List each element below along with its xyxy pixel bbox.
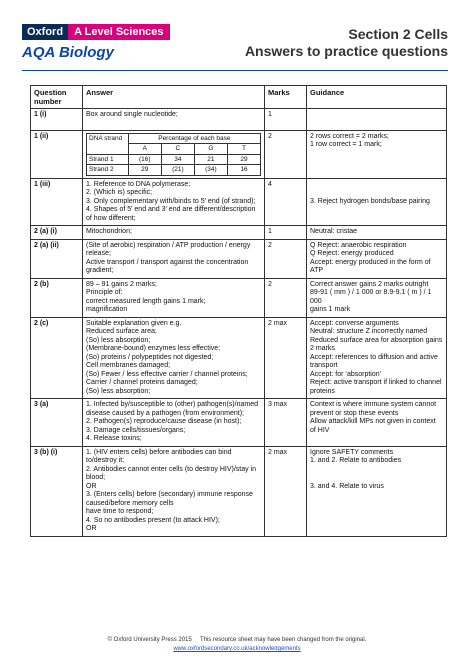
table-row bbox=[31, 278, 447, 317]
answer-cell bbox=[83, 226, 265, 240]
guidance-line: 1. and 2. Relate to antibodies bbox=[310, 457, 402, 464]
guidance-line: Neutral: cristae bbox=[310, 228, 358, 235]
oxford-brand: Oxford bbox=[22, 24, 68, 40]
guidance-cell bbox=[307, 239, 447, 278]
answer-line: OR bbox=[86, 482, 97, 490]
answer-line: 2. Pathogen(s) reproduce/cause disease (in host); bbox=[86, 418, 242, 425]
question-number: 2 (a) (ii) bbox=[31, 239, 83, 278]
question-number: 3 (b) (i) bbox=[31, 446, 83, 536]
answer-line: (Site of aerobic) respiration / ATP production / energy release; bbox=[86, 241, 251, 257]
marks-cell: 2 max bbox=[265, 446, 307, 536]
guidance-line: 1 row correct = 1 mark; bbox=[310, 141, 382, 148]
answer-line: 4. Shapes of 5′ end and 3′ end are different/description of how different; bbox=[86, 206, 256, 222]
header-question: Question number bbox=[31, 86, 83, 109]
question-number: 2 (b) bbox=[31, 278, 83, 317]
brand-logo bbox=[22, 24, 170, 40]
header-marks: Marks bbox=[265, 86, 307, 109]
answer-line: 4. So no antibodies present (to attack HIV); bbox=[86, 516, 220, 524]
header-guidance: Guidance bbox=[307, 86, 447, 109]
base-t: T bbox=[227, 144, 260, 155]
answer-line: Mitochondrion; bbox=[86, 228, 132, 235]
guidance-cell bbox=[307, 278, 447, 317]
marks-cell: 2 bbox=[265, 130, 307, 178]
answer-line: (So) less absorption; bbox=[86, 387, 151, 395]
answer-line: 2. Antibodies cannot enter cells (to destroy HIV)/stay in blood; bbox=[86, 465, 257, 481]
question-number: 1 (i) bbox=[31, 109, 83, 131]
answer-line: 89 – 91 gains 2 marks; bbox=[86, 280, 157, 288]
marks-cell: 4 bbox=[265, 178, 307, 226]
answer-line: 3. (Enters cells) before (secondary) immune response caused/before memory cells bbox=[86, 491, 253, 507]
answer-line: 3. Damage cells/tissues/organs; bbox=[86, 426, 186, 434]
question-number: 2 (a) (i) bbox=[31, 226, 83, 240]
guidance-cell bbox=[307, 226, 447, 240]
base-a: A bbox=[128, 144, 161, 155]
answer-line: Cell membranes damaged; bbox=[86, 362, 171, 369]
header-divider bbox=[22, 70, 448, 71]
answer-line: have time to respond; bbox=[86, 508, 154, 515]
marks-cell: 1 bbox=[265, 109, 307, 131]
answer-cell bbox=[83, 446, 265, 536]
guidance-line: gains 1 mark bbox=[310, 306, 351, 313]
guidance-line: Accept: references to diffusion and active transport bbox=[310, 353, 438, 369]
inner-cell: (16) bbox=[128, 154, 161, 165]
guidance-line: 89-91 ( mm ) / 1 000 or 8.9-9.1 ( m ) / 1 000 bbox=[310, 289, 432, 305]
table-row bbox=[31, 446, 447, 536]
marks-cell: 2 bbox=[265, 239, 307, 278]
acknowledgements-link[interactable]: www.oxfordsecondary.co.uk/acknowledgements bbox=[173, 646, 301, 652]
answer-line: Reduced surface area; bbox=[86, 328, 157, 335]
guidance-line: Q Reject: energy produced bbox=[310, 250, 394, 257]
strand-label: Strand 1 bbox=[87, 154, 129, 165]
table-row bbox=[31, 178, 447, 226]
inner-header-percentage: Percentage of each base bbox=[128, 133, 260, 144]
answer-line: 2. (Which is) specific; bbox=[86, 189, 153, 196]
base-g: G bbox=[194, 144, 227, 155]
series-brand: A Level Sciences bbox=[68, 24, 169, 40]
guidance-line: Reduced surface area for absorption gains 2 marks bbox=[310, 336, 443, 352]
question-number: 3 (a) bbox=[31, 399, 83, 447]
answer-line: 1. Reference to DNA polymerase; bbox=[86, 180, 191, 188]
table-row bbox=[31, 109, 447, 131]
notice-text: This resource sheet may have been changed from the original. bbox=[199, 637, 367, 643]
answer-line: Box around single nucleotide; bbox=[86, 111, 178, 118]
guidance-line: Accept: converse arguments bbox=[310, 319, 399, 327]
table-row bbox=[31, 226, 447, 240]
answer-line: (So) less absorption; bbox=[86, 336, 151, 344]
guidance-line: Accept: for ‘absorption’ bbox=[310, 370, 382, 378]
guidance-line: Reject: active transport if linked to channel proteins bbox=[310, 379, 442, 395]
base-percentage-table bbox=[86, 133, 261, 176]
question-number: 2 (c) bbox=[31, 317, 83, 399]
guidance-line: Ignore SAFETY comments bbox=[310, 448, 394, 456]
marks-cell: 3 max bbox=[265, 399, 307, 447]
guidance-cell bbox=[307, 130, 447, 178]
copyright-text: © Oxford University Press 2015 bbox=[107, 637, 192, 643]
guidance-line: Correct answer gains 2 marks outright bbox=[310, 280, 429, 288]
base-c: C bbox=[161, 144, 194, 155]
inner-cell: 29 bbox=[227, 154, 260, 165]
marks-cell: 2 bbox=[265, 278, 307, 317]
table-row bbox=[31, 399, 447, 447]
guidance-cell bbox=[307, 399, 447, 447]
table-header-row bbox=[31, 86, 447, 109]
answer-line: (So) Fewer / less effective carrier / channel proteins; bbox=[86, 370, 248, 378]
guidance-line: 3. Reject hydrogen bonds/base pairing bbox=[310, 197, 430, 205]
table-row bbox=[31, 317, 447, 399]
answer-line: 1. (HIV enters cells) before antibodies can bind to/destroy it; bbox=[86, 448, 232, 464]
inner-cell: (21) bbox=[161, 165, 194, 176]
answer-cell bbox=[83, 317, 265, 399]
answer-line: Active transport / transport against the concentration gradient; bbox=[86, 258, 249, 274]
answer-line: 4. Release toxins; bbox=[86, 435, 142, 442]
answer-line: correct measured length gains 1 mark; bbox=[86, 297, 206, 305]
page-footer bbox=[0, 636, 474, 654]
inner-cell: 29 bbox=[128, 165, 161, 176]
answer-cell bbox=[83, 239, 265, 278]
document-heading bbox=[245, 26, 448, 60]
marks-cell: 1 bbox=[265, 226, 307, 240]
strand-label: Strand 2 bbox=[87, 165, 129, 176]
answer-line: (Membrane-bound) enzymes less effective; bbox=[86, 345, 221, 352]
doc-title: Answers to practice questions bbox=[244, 43, 448, 59]
answer-cell bbox=[83, 278, 265, 317]
answer-line: (So) proteins / polypeptides not digested; bbox=[86, 353, 214, 361]
guidance-cell bbox=[307, 109, 447, 131]
guidance-line: Context is where immune system cannot prevent or stop these events bbox=[310, 401, 437, 417]
inner-cell: 21 bbox=[194, 154, 227, 165]
answer-cell bbox=[83, 109, 265, 131]
guidance-line: Neutral: structure Z incorrectly named bbox=[310, 328, 428, 335]
answer-line: Suitable explanation given e.g. bbox=[86, 319, 182, 327]
inner-header-strand: DNA strand bbox=[87, 133, 129, 154]
inner-cell: 34 bbox=[161, 154, 194, 165]
guidance-cell bbox=[307, 446, 447, 536]
subject-title: AQA Biology bbox=[22, 44, 114, 61]
answer-line: magnification bbox=[86, 306, 128, 313]
guidance-line: Q Reject: anaerobic respiration bbox=[310, 241, 407, 249]
answer-cell bbox=[83, 178, 265, 226]
question-number: 1 (ii) bbox=[31, 130, 83, 178]
section-title: Section 2 Cells bbox=[348, 26, 448, 42]
question-number: 1 (iii) bbox=[31, 178, 83, 226]
marks-cell: 2 max bbox=[265, 317, 307, 399]
answers-table bbox=[30, 85, 447, 537]
guidance-cell bbox=[307, 178, 447, 226]
answer-line: OR bbox=[86, 525, 97, 532]
answer-line: Principle of: bbox=[86, 289, 123, 296]
answer-cell bbox=[83, 399, 265, 447]
guidance-line: Accept: energy produced in the form of ATP bbox=[310, 258, 431, 274]
answer-cell bbox=[83, 130, 265, 178]
guidance-line: 2 rows correct = 2 marks; bbox=[310, 132, 389, 140]
guidance-cell bbox=[307, 317, 447, 399]
table-row bbox=[31, 239, 447, 278]
answer-line: 3. Only complementary with/binds to 5′ end (of strand); bbox=[86, 197, 256, 205]
header-answer: Answer bbox=[83, 86, 265, 109]
guidance-line: Allow attack/kill MPs not given in context of HIV bbox=[310, 418, 436, 434]
guidance-line: 3. and 4. Relate to virus bbox=[310, 482, 384, 490]
inner-cell: (34) bbox=[194, 165, 227, 176]
answer-line: Carrier / channel proteins damaged; bbox=[86, 379, 198, 386]
answer-line: 1. Infected by/susceptible to (other) pathogen(s)/named disease caused by a pathogen (from environment); bbox=[86, 401, 258, 417]
table-row bbox=[31, 130, 447, 178]
inner-cell: 16 bbox=[227, 165, 260, 176]
